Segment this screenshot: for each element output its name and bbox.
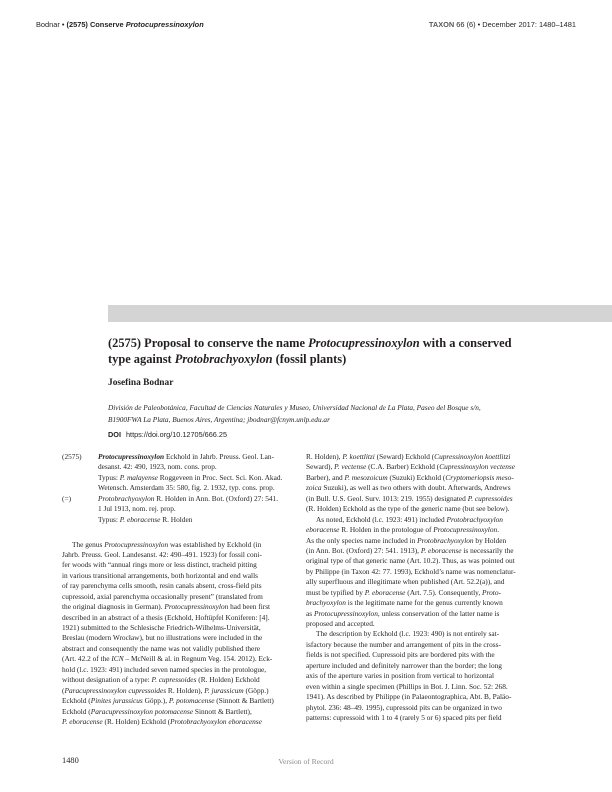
text: As noted, Eckhold (l.c. 1923: 491) included [316,514,447,524]
running-head-right [429,20,576,29]
doi-label: DOI [108,430,121,439]
proposal-species: P. eboracense [119,514,161,524]
text-italic: P. jurassicum [204,685,244,695]
text: even within a single specimen (Phillips in Bot. J. Linn. Soc. 52: 268. [306,681,508,691]
text: by Philippe (in Taxon 42: 77. 1993), Eckhold’s name was nomenclatur- [306,566,516,576]
text: of ray parenchyma cells smooth, resin canals absent, cross-field pits [62,581,262,591]
text: R. Holden in the protologue of [339,525,434,535]
text: fields is not specified. Cupressoid pits are bordered pits with the [306,650,495,660]
text: (in Ann. Bot. (Oxford) 27: 541. 1913), [306,545,421,555]
text-italic: Cupressinoxylon koettlitzi [434,452,511,461]
text-italic: Cupressinoxylon vectense [439,462,516,472]
text: . [497,525,500,535]
text: As the only species name included in [306,535,418,545]
text: (in Bull. U.S. Geol. Surv. 1013: 219. 1955) designated [306,493,468,503]
text: aperture included and definitely narrower than the border; the long [306,660,502,670]
text: must be typified by [306,587,365,597]
text: described in an abstract of a thesis (Eckhold, Hoftüpfel Koniferen: [4]. [62,612,270,622]
title-part: (2575) Proposal to conserve the name [108,336,309,350]
text: was established by Eckhold (in [168,539,262,549]
text-italic: P. potomacense [168,696,215,706]
proposal-number: (2575) [62,452,82,461]
text: (Art. 42.2 of the [62,654,112,664]
title-part: (fossil plants) [272,351,347,366]
author-affiliation [108,402,576,425]
proposal-genus: Protobrachyoxylon [98,493,155,503]
text: R. Holden), [306,452,343,461]
text: fer woods with “annual rings more or less distinct, tracheid pitting [62,560,257,570]
proposal-text: Wetensch. Amsterdam 35: 580, fig. 2. 1932, typ. cons. prop. [98,483,275,493]
doi [108,430,227,439]
text-italic: Protobrachyoxylon [446,514,503,524]
doi-link[interactable]: https://doi.org/10.12705/666.25 [125,430,228,439]
text: (Suzuki) Eckhold ( [387,472,446,482]
text-italic: Protobrachyoxylon [417,535,474,545]
left-column [62,452,300,727]
text: (Seward) Eckhold ( [374,452,435,461]
text: , unless conservation of the latter name is [377,608,500,618]
text-italic: Protocupressinoxylon [313,608,378,618]
text: 1941). As described by Philippe (in Palaeontographica, Abt. B, Paläo- [306,692,512,702]
text-italic: Proto- [482,587,501,597]
text-italic: P. eboracense [420,545,462,555]
text: (Sinnott & Bartlett) [214,696,274,706]
text: Jahrb. Preuss. Geol. Landesanst. 42: 490–491. 1923) for fossil coni- [62,549,262,559]
text: (R. Holden) Eckhold ( [102,716,171,726]
text: The genus [72,539,105,549]
text: abstract and consequently the name was not validly published there [62,643,261,653]
proposal-text: 1 Jul 1913, nom. rej. prop. [98,504,176,514]
text: had been first [228,602,271,612]
text-italic: Protobrachyoxylon eboracense [170,716,262,726]
text-italic: P. eboracense [62,716,103,726]
journal-name: TAXON [428,20,455,29]
text-italic: Cryptomeriopsis meso- [445,472,514,482]
running-head-genus: Protocupressinoxylon [125,20,204,29]
title-genus: Protobrachyoxylon [174,351,273,366]
proposal-text: Typus: [98,514,120,524]
text: in various transitional arrangements, both horizontal and end walls [62,570,258,580]
text: (R. Holden) Eckhold [196,675,260,685]
text-italic: P. mesozoicum [344,472,388,482]
text: Eckhold ( [62,706,91,716]
text-italic: P. eboracense [364,587,406,597]
version-of-record-label: Version of Record [278,757,334,766]
text: ( [62,685,65,695]
article-title [108,336,578,367]
proposal-text: Roggeveen in Proc. Sect. Sci. Kon. Akad. [157,472,283,482]
text-italic: P. cupressoides [151,675,197,685]
proposal-text: Eckhold in Jahrb. Preuss. Geol. Lan- [164,452,275,461]
running-head-proposal: (2575) Conserve [66,20,126,29]
text: Eckhold ( [62,696,91,706]
text: proposed and accepted. [306,619,375,628]
text: Sinnott & Bartlett), [193,706,252,716]
section-band [108,305,612,322]
text: the original diagnosis in German). [62,602,165,612]
text-italic: Protocupressinoxylon [104,539,169,549]
author-name: Josefina Bodnar [108,378,174,388]
text-italic: P. cupressoides [467,493,513,503]
text-italic: Paracupressinoxylon potomacense [90,706,194,716]
affiliation-line: División de Paleobotánica, Facultad de Ciencias Naturales y Museo, Universidad Nacional de La Plata, Paseo del Bosque s/n, [108,403,481,412]
text: patterns: cupressoid with 1 to 4 (rarely 5 or 6) spaced pits per field [306,712,502,722]
text: is the legitimate name for the genus currently known [345,598,503,608]
text-italic: Protocupressinoxylon [433,525,498,535]
text: R. Holden), [166,685,205,695]
page-number: 1480 [62,756,79,765]
proposal-text: desanst. 42: 490, 1923, nom. cons. prop. [98,462,217,472]
proposal-synonym-mark: (=) [62,493,72,503]
proposal-genus: Protocupressinoxylon [98,452,165,461]
text-italic: Paracupressinoxylon cupressoides [64,685,167,695]
text-italic: ICN [111,654,124,664]
running-head [36,20,576,34]
text: cupressoid, axial parenchyma occasionally present” (translated from [62,591,263,601]
text: Suzuki), as well as two others with doubt. Afterwards, Andrews [321,483,511,493]
text: by Holden [473,535,507,545]
text: is necessarily the [461,545,514,555]
text-italic: eboracense [306,525,340,535]
text: phytol. 236: 48–49. 1995), cupressoid pits can be organized in two [306,702,502,712]
text-italic: P. vectense [334,462,367,472]
title-part: with a conserved [419,336,512,350]
text: (Göpp.) [243,685,269,695]
text-italic: P. koettlitzi [342,452,375,461]
text: hold (l.c. 1923: 491) included seven named species in the protologue, [62,664,267,674]
affiliation-line: B1900FWA La Plata, Buenos Aires, Argentina; jbodnar@fcnym.unlp.edu.ar [108,414,330,424]
text: isfactory because the number and arrangement of pits in the cross- [306,639,501,649]
text: The description by Eckhold (l.c. 1923: 490) is not entirely sat- [316,629,500,639]
proposal-species: P. malayense [119,472,158,482]
text-italic: Pinites jurassicus [90,696,143,706]
text: without designation of a type: [62,675,152,685]
running-head-left [36,20,204,29]
right-column [306,452,544,723]
text: ally superfluous and illegitimate when published (Art. 52.2(a)), and [306,577,505,587]
running-head-author: Bodnar • [36,20,67,29]
proposal-text: R. Holden [160,514,193,524]
text: (R. Holden) Eckhold as the type of the generic name (but see below). [306,504,510,514]
text: Breslau (modern Wrocław), but no illustrations were included in the [62,633,263,643]
text: (Art. 7.5). Consequently, [405,587,483,597]
text: Seward), [306,462,335,472]
text-italic: zoica [306,483,322,493]
text: (C.A. Barber) Eckhold ( [366,462,440,472]
text: as [306,608,314,618]
proposal-text: R. Holden in Ann. Bot. (Oxford) 27: 541. [154,493,279,503]
text: – McNeill & al. in Regnum Veg. 154. 2012). Eck- [123,654,273,664]
text-italic: Protocupressinoxylon [164,602,229,612]
text: Göpp.), [142,696,169,706]
text: axis of the aperture varies in position from vertical to horizontal [306,671,495,681]
body-paragraph [62,540,300,728]
text-italic: brachyoxylon [306,598,346,608]
title-part: type against [108,351,175,366]
text: 1921) submitted to the Schlesische Friedrich-Wilhelms-Universität, [62,623,261,632]
proposal-block [62,452,300,525]
text: original type of that generic name (Art. 10.2). Thus, as was pointed out [306,556,515,566]
title-genus: Protocupressinoxylon [308,336,420,350]
issue-info: 66 (6) • December 2017: 1480–1481 [454,20,576,29]
text: Barber), and [306,472,345,482]
proposal-text: Typus: [98,472,120,482]
